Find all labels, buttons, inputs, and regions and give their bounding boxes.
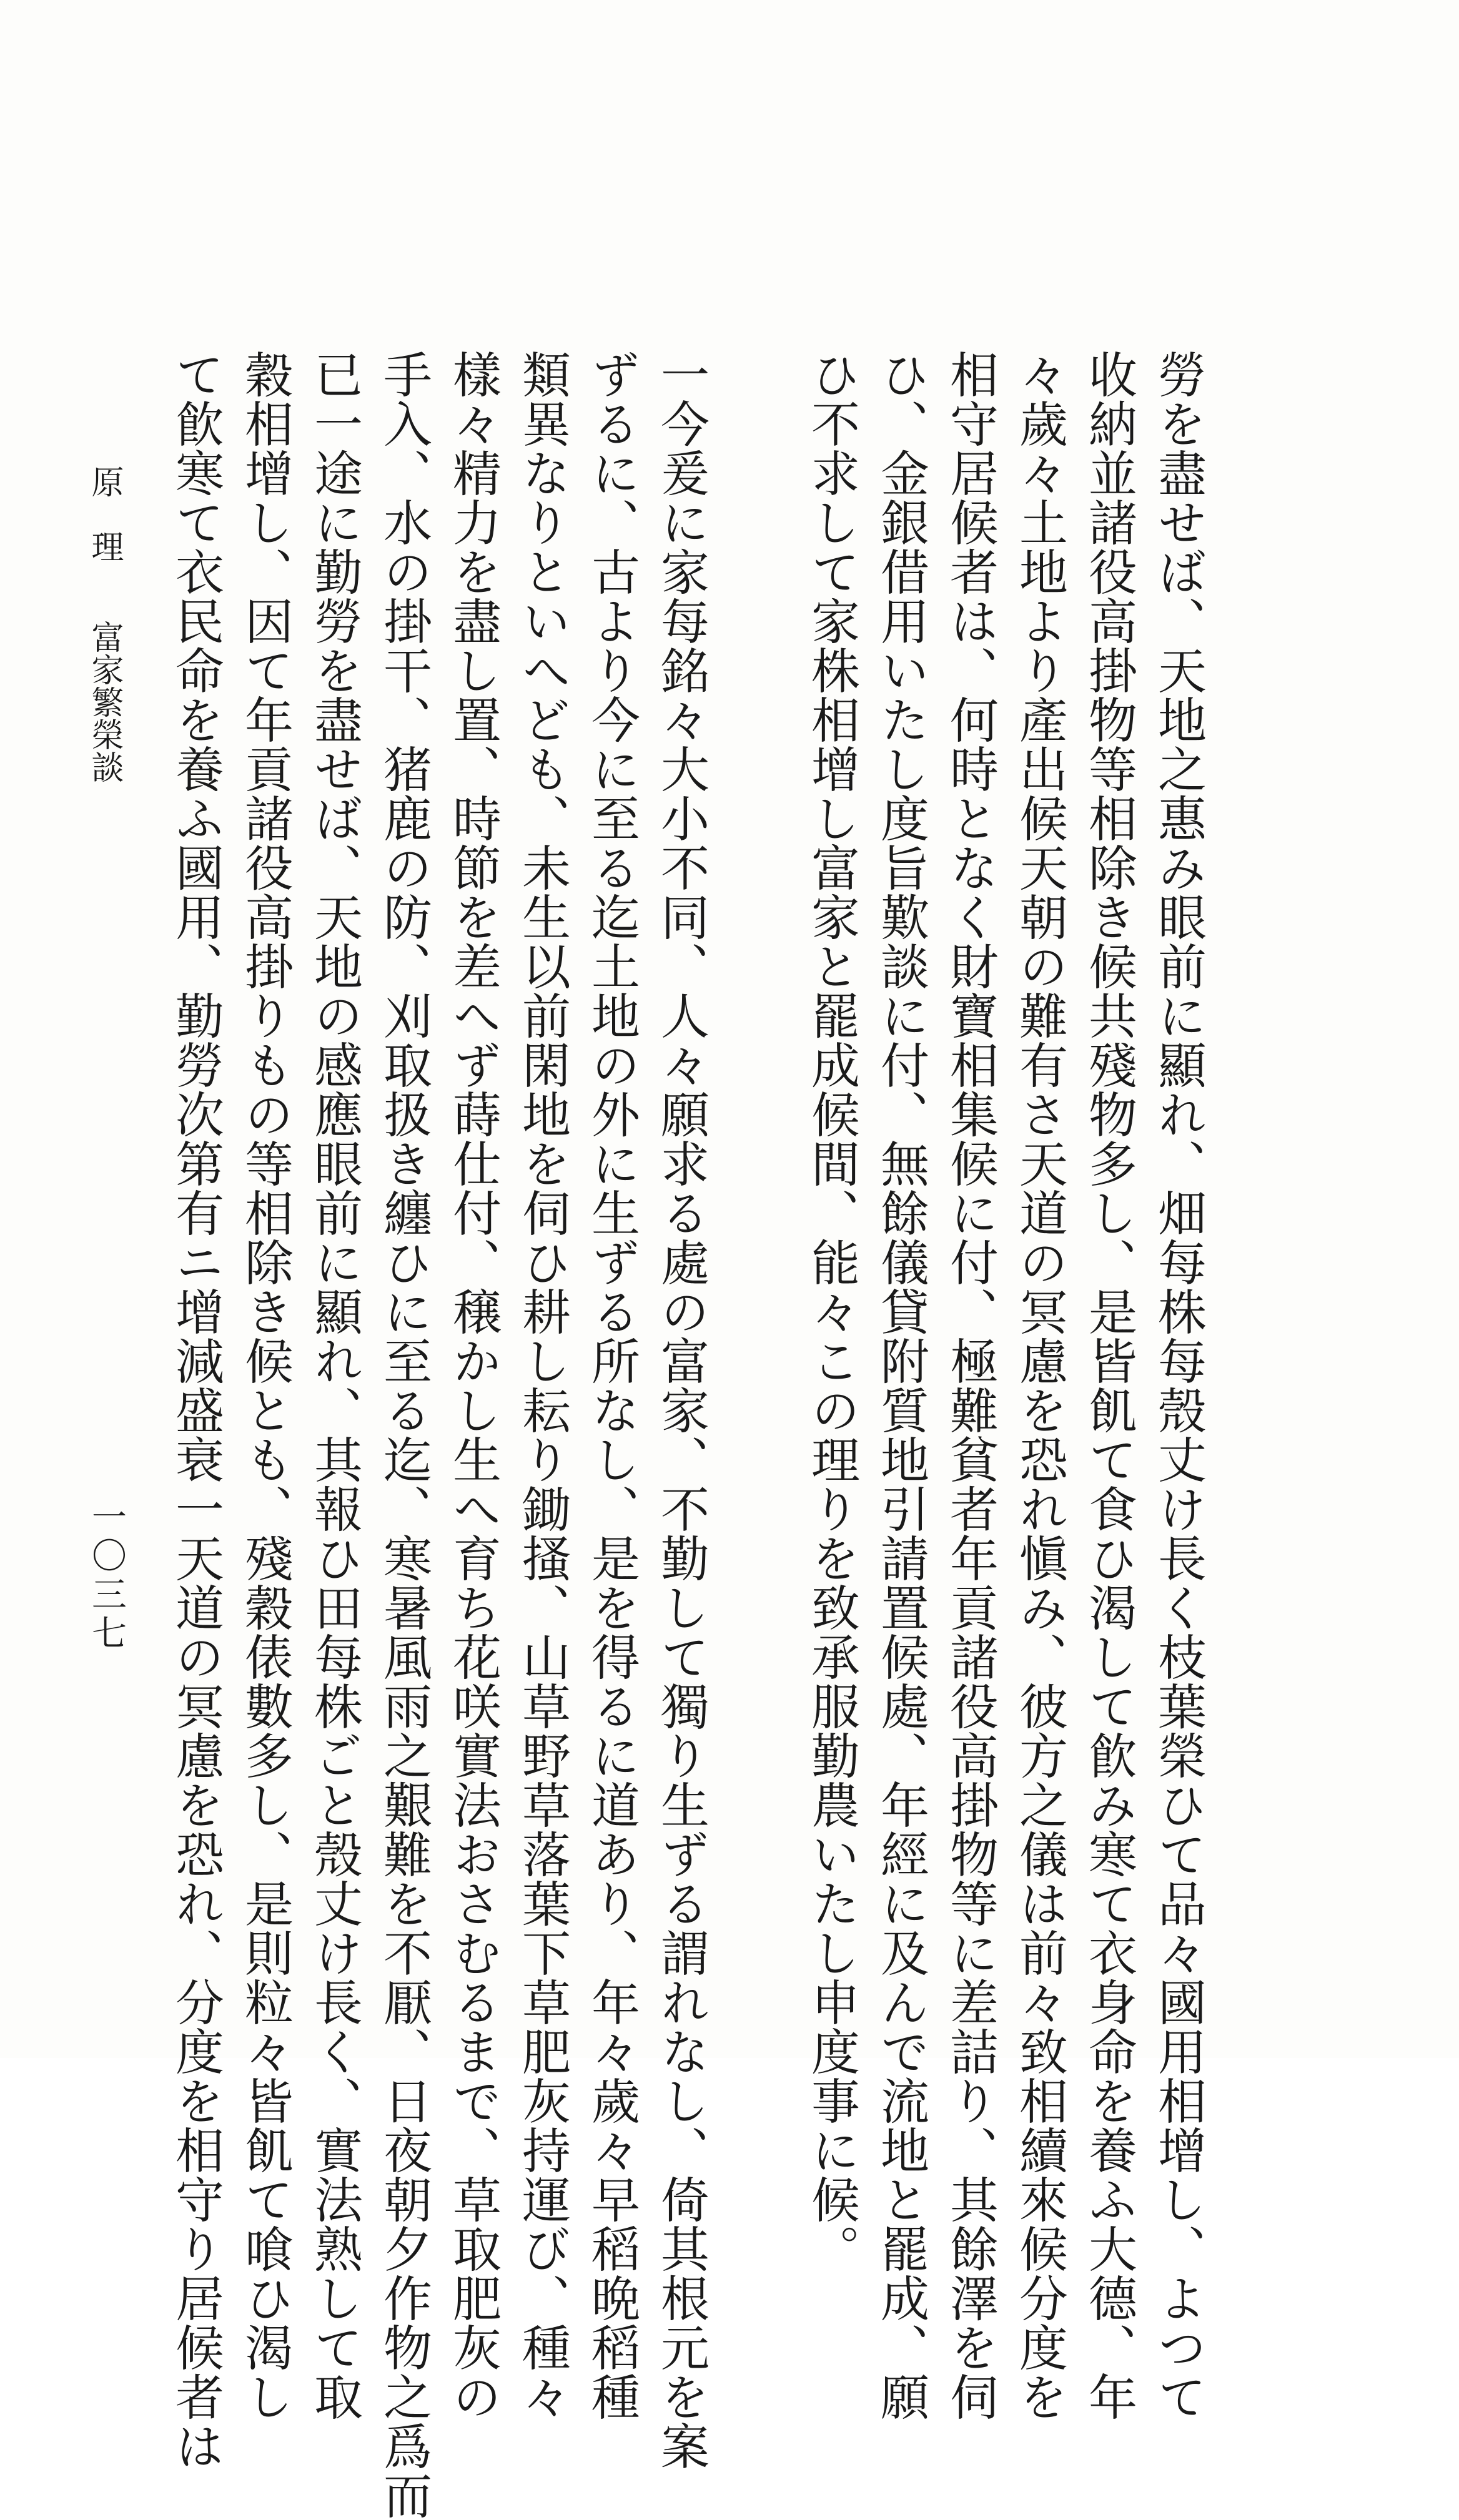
body-text (161, 350, 1212, 2520)
running-head-section: 原 理 (86, 465, 123, 563)
text-line: 一今爰に家每銘々大小不同、人々願求る處の富家、不勤して獨り生ずる謂れなし、倚其根元を案 (653, 350, 709, 2471)
text-line: 相守居候者は、何時となく財寶相集候に付、極難貧者年貢諸役高掛物等に差詰り、其餘澤を伺 (942, 350, 998, 2421)
text-line: 收納並諸役高掛物等相除き候共殘物多し、是皆飢て食ひ渴して飮み寒て衣身命を養ふ大德、年 (1081, 350, 1137, 2421)
text-line: ひ不求して家株相增し富家と罷成候間、能々この理りを致承服勤農いたし申度事に候。 (803, 350, 859, 2273)
text-line: 已一途に勤勞を盡せば、天地の感應眼前に顯れ、其報ひ田每株ごと殼丈け長く、實法熟して取 (306, 350, 362, 2421)
text-line: 穀相增し、因て年貢諸役高掛りもの等相除き候とも、殘穀俵數多し、是則粒々皆飢て喰ひ渴し (237, 350, 293, 2421)
running-head (81, 465, 128, 783)
text-line: 々歲々土地より產出候天朝の難有さ天道の冥慮を恐れ愼み、彼方之儀は前々致相續來候分度を (1011, 350, 1067, 2421)
text-line: て飮寒て衣民命を養ふ國用、勤勞次第有ニ增減盛衰一天道の冥慮を恐れ、分度を相守り居候者は (167, 350, 224, 2471)
page-number: 一〇三七 (86, 1499, 127, 1653)
text-line: 勞を盡せば、天地之惠み眼前に顯れ、畑每株每殼丈け長く枝葉榮ひて品々國用相增し、よつて (1150, 350, 1206, 2421)
text-line: 樣々精力を盡し置、時節を差へず蒔仕付、穣かし生へ育ち花咲實法おさむるまで、草取肥灰の (445, 350, 501, 2421)
text-line: 類異なりといへども、未生以前閑地を伺ひ耕し耘り鋤搔、山草野草落葉下草肥灰持運び、種々 (514, 350, 570, 2421)
text-line: 手入、水の掛干、猪鹿の防、刈取扱き纏ひに至る迄、寒暑風雨之艱難を不厭、日夜朝夕作物之爲而 (375, 350, 432, 2520)
text-line: ひ、金銀借用いたし度旨歎談に付、無餘儀貸附質地引請置候處、年經に及んで流地と罷成、願 (873, 350, 929, 2421)
running-head-title: 富家繁榮談 (86, 621, 123, 784)
text-line: ずるに、古より今に至る迄土地の外に生ずる所なし、是を得るに道あり、年々歲々早稻晩稻種 (583, 350, 640, 2421)
